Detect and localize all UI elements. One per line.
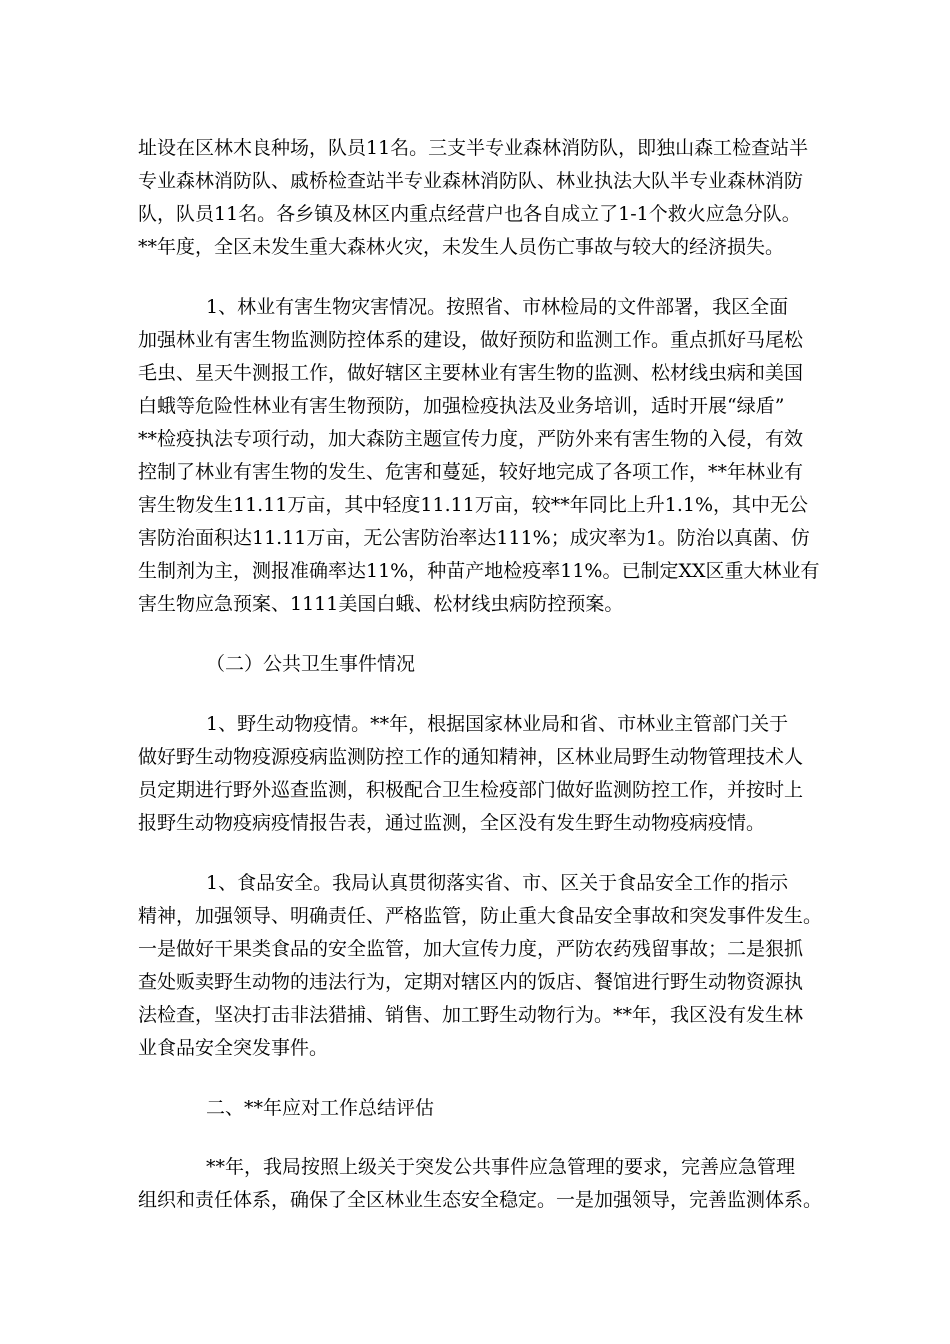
text-line: 毛虫、星天牛测报工作，做好辖区主要林业有害生物的监测、松材线虫病和美国 [138,362,804,384]
text-line: 员定期进行野外巡查监测，积极配合卫生检疫部门做好监测防控工作，并按时上 [138,779,804,801]
paragraph-spacer [138,840,828,867]
section-heading-summary [138,1092,828,1125]
text-line: 专业森林消防队、戚桥检查站半专业森林消防队、林业执法大队半专业森林消防 [138,170,804,192]
text-line: 报野生动物疫病疫情报告表，通过监测，全区没有发生野生动物疫病疫情。 [138,812,766,834]
paragraph-spacer [138,1065,828,1092]
text-line: 生制剂为主，测报准确率达11%，种苗产地检疫率11%。已制定XX区重大林业有 [138,560,820,582]
paragraph-spacer [138,1125,828,1151]
paragraph-spacer [138,264,828,291]
section-heading: 二、**年应对工作总结评估 [206,1097,435,1119]
text-line: 加强林业有害生物监测防控体系的建设，做好预防和监测工作。重点抓好马尾松 [138,329,804,351]
section-heading: （二）公共卫生事件情况 [206,653,416,675]
text-line: 白蛾等危险性林业有害生物预防，加强检疫执法及业务培训，适时开展“绿盾” [138,395,785,417]
text-line: 1、食品安全。我局认真贯彻落实省、市、区关于食品安全工作的指示 [206,872,789,894]
text-line: 控制了林业有害生物的发生、危害和蔓延，较好地完成了各项工作，**年林业有 [138,461,804,483]
document-page [138,132,828,1217]
text-line: 害生物应急预案、1111美国白蛾、松材线虫病防控预案。 [138,593,624,615]
text-line: 做好野生动物疫源疫病监测防控工作的通知精神，区林业局野生动物管理技术人 [138,746,804,768]
text-line: 害生物发生11.11万亩，其中轻度11.11万亩，较**年同比上升1.1%，其中无公 [138,494,809,516]
paragraph-wildlife-epidemic [138,708,828,840]
text-line: 业食品安全突发事件。 [138,1037,329,1059]
paragraph-forest-pests [138,291,828,621]
text-line: 1、林业有害生物灾害情况。按照省、市林检局的文件部署，我区全面 [206,296,789,318]
text-line: **检疫执法专项行动，加大森防主题宣传力度，严防外来有害生物的入侵，有效 [138,428,804,450]
text-line: 法检查，坚决打击非法猎捕、销售、加工野生动物行为。**年，我区没有发生林 [138,1004,804,1026]
text-line: **年度，全区未发生重大森林火灾，未发生人员伤亡事故与较大的经济损失。 [138,236,785,258]
paragraph-spacer [138,621,828,648]
paragraph-food-safety [138,867,828,1065]
text-line: 队，队员11名。各乡镇及林区内重点经营户也各自成立了1-1个救火应急分队。 [138,203,801,225]
paragraph-spacer [138,681,828,708]
text-line: 址设在区林木良种场，队员11名。三支半专业森林消防队，即独山森工检查站半 [138,137,809,159]
text-line: **年，我局按照上级关于突发公共事件应急管理的要求，完善应急管理 [206,1156,796,1178]
text-line: 查处贩卖野生动物的违法行为，定期对辖区内的饭店、餐馆进行野生动物资源执 [138,971,804,993]
paragraph-fire-teams [138,132,828,264]
text-line: 精神，加强领导、明确责任、严格监管，防止重大食品安全事故和突发事件发生。 [138,905,823,927]
text-line: 一是做好干果类食品的安全监管，加大宣传力度，严防农药残留事故；二是狠抓 [138,938,804,960]
text-line: 1、野生动物疫情。**年，根据国家林业局和省、市林业主管部门关于 [206,713,789,735]
paragraph-summary [138,1151,828,1217]
section-heading-public-health [138,648,828,681]
text-line: 害防治面积达11.11万亩，无公害防治率达111%；成灾率为1。防治以真菌、仿 [138,527,810,549]
text-line: 组织和责任体系，确保了全区林业生态安全稳定。一是加强领导，完善监测体系。 [138,1189,823,1211]
